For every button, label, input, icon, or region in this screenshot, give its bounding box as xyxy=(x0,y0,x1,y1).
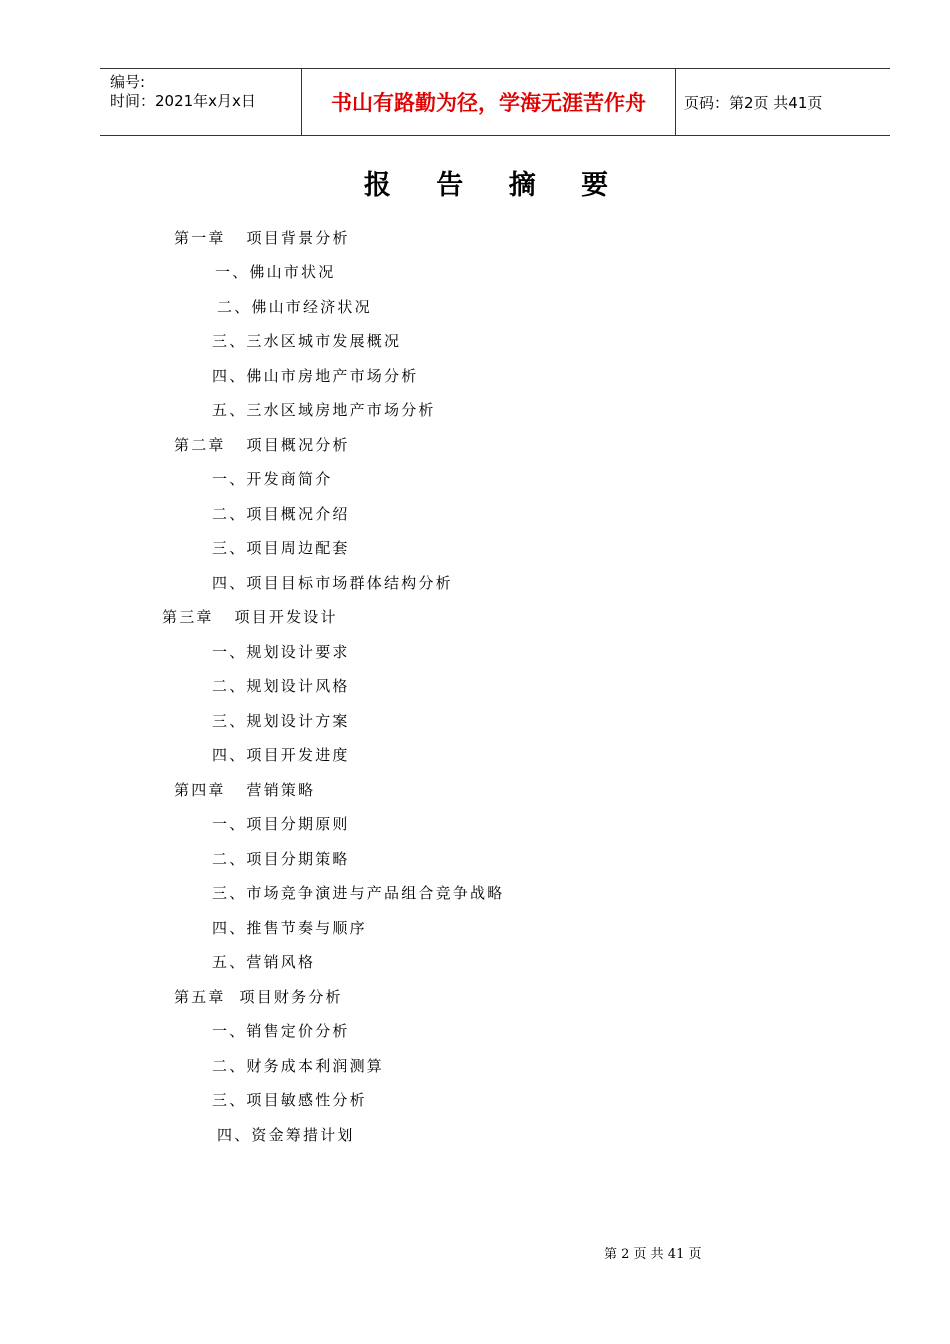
toc-chapter[interactable]: 第一章 项目背景分析 xyxy=(174,229,350,247)
toc-entry[interactable]: 一、开发商简介 xyxy=(212,470,333,488)
toc-entry[interactable]: 五、营销风格 xyxy=(212,953,316,971)
toc-entry[interactable]: 五、三水区域房地产市场分析 xyxy=(212,401,436,419)
toc-chapter[interactable]: 第四章 营销策略 xyxy=(174,781,316,799)
toc-entry[interactable]: 一、规划设计要求 xyxy=(212,643,350,661)
toc-entry[interactable]: 二、规划设计风格 xyxy=(212,677,350,695)
toc-chapter[interactable]: 第二章 项目概况分析 xyxy=(174,436,350,454)
toc-entry[interactable]: 三、项目敏感性分析 xyxy=(212,1091,367,1109)
toc-entry[interactable]: 四、推售节奏与顺序 xyxy=(212,919,367,937)
toc-entry[interactable]: 二、项目分期策略 xyxy=(212,850,350,868)
toc-entry[interactable]: 二、佛山市经济状况 xyxy=(217,298,372,316)
toc-entry[interactable]: 四、项目目标市场群体结构分析 xyxy=(212,574,453,592)
toc-entry[interactable]: 四、佛山市房地产市场分析 xyxy=(212,367,419,385)
toc-entry[interactable]: 三、市场竞争演进与产品组合竞争战略 xyxy=(212,884,505,902)
toc-entry[interactable]: 四、项目开发进度 xyxy=(212,746,350,764)
header-page-info: 页码：第2页 共41页 xyxy=(684,94,823,112)
page-footer: 第 2 页 共 41 页 xyxy=(604,1247,702,1262)
toc-entry[interactable]: 一、销售定价分析 xyxy=(212,1022,350,1040)
toc-entry[interactable]: 二、项目概况介绍 xyxy=(212,505,350,523)
toc-entry[interactable]: 二、财务成本利润测算 xyxy=(212,1057,385,1075)
serial-number-label: 编号: xyxy=(110,73,146,91)
toc-entry[interactable]: 一、佛山市状况 xyxy=(215,263,336,281)
toc-chapter[interactable]: 第三章 项目开发设计 xyxy=(162,608,338,626)
page-title: 报 告 摘 要 xyxy=(363,170,627,201)
toc-entry[interactable]: 三、三水区城市发展概况 xyxy=(212,332,402,350)
header-motto: 书山有路勤为径，学海无涯苦作舟 xyxy=(331,91,646,115)
toc-chapter[interactable]: 第五章 项目财务分析 xyxy=(174,988,343,1006)
toc-entry[interactable]: 四、资金筹措计划 xyxy=(217,1126,355,1144)
toc-entry[interactable]: 一、项目分期原则 xyxy=(212,815,350,833)
toc-entry[interactable]: 三、规划设计方案 xyxy=(212,712,350,730)
toc-entry[interactable]: 三、项目周边配套 xyxy=(212,539,350,557)
date-line: 时间：2021年x月x日 xyxy=(110,92,256,110)
